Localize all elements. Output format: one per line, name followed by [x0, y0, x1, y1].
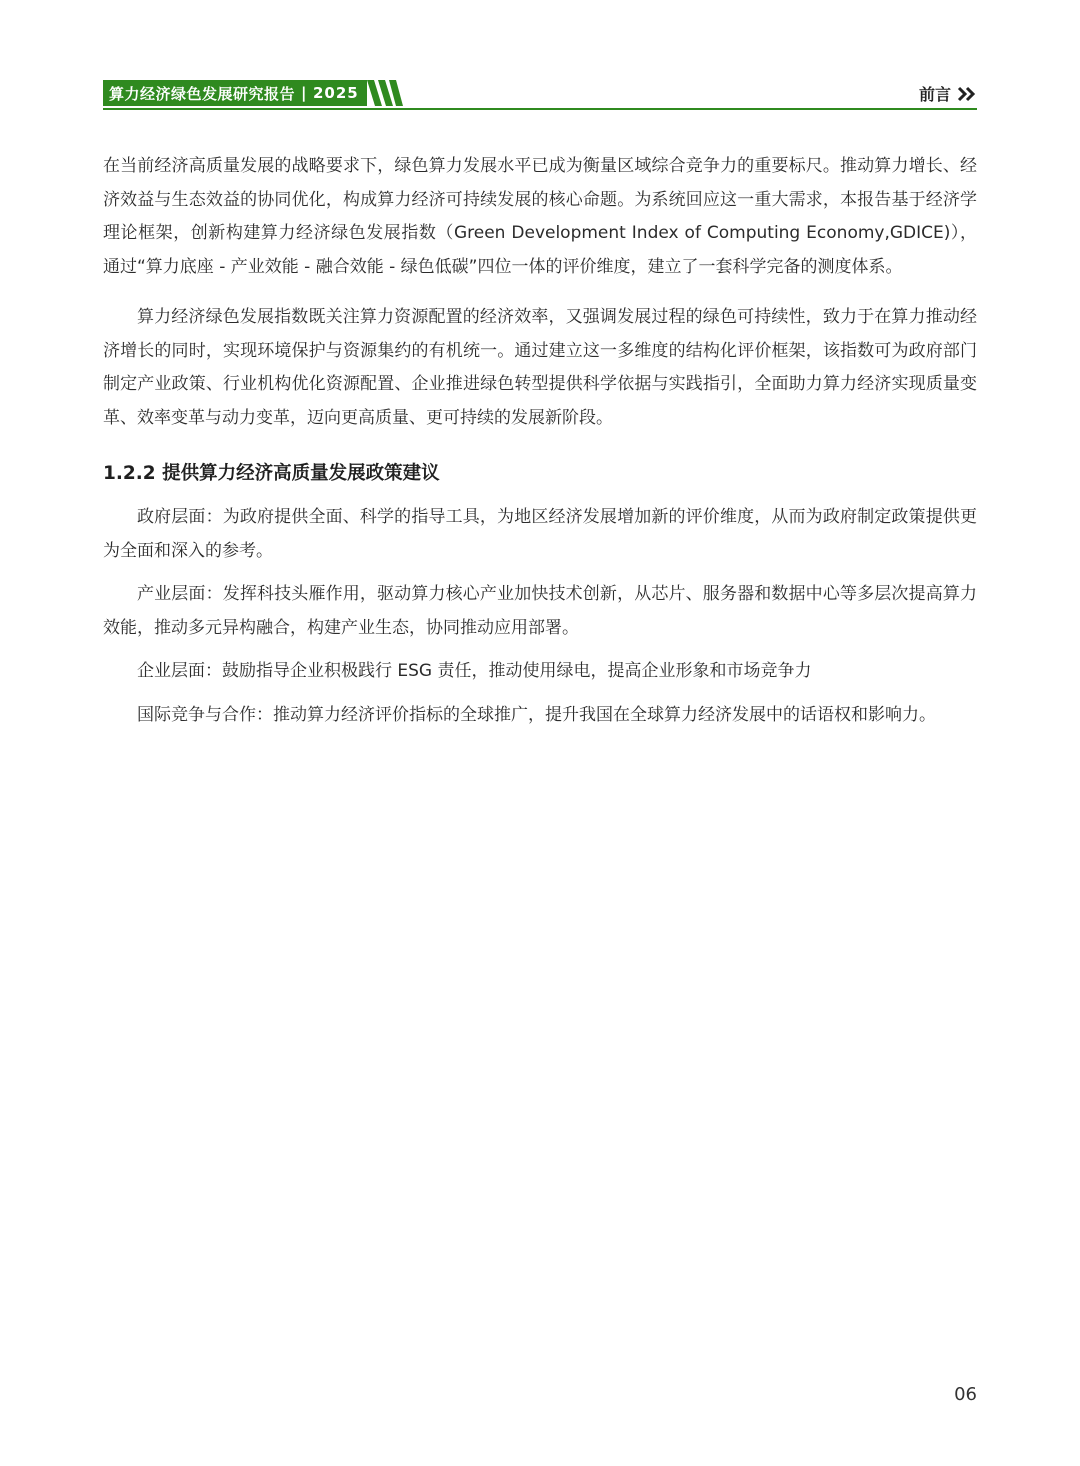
- section-label: 前言: [918, 85, 951, 104]
- section-indicator: [919, 82, 977, 105]
- header-separator: |: [301, 84, 307, 102]
- page-number: 06: [954, 1384, 977, 1405]
- policy-item-industry: 产业层面：发挥科技头雁作用，驱动算力核心产业加快技术创新，从芯片、服务器和数据中心等多层次提高算力效能，推动多元异构融合，构建产业生态，协同推动应用部署。: [103, 584, 977, 638]
- report-year: 2025: [313, 84, 359, 102]
- header-title-box: [103, 80, 367, 106]
- report-title: 算力经济绿色发展研究报告: [109, 84, 296, 103]
- intro-paragraph: 在当前经济高质量发展的战略要求下，绿色算力发展水平已成为衡量区域综合竞争力的重要标尺。推动算力增长、经济效益与生态效益的协同优化，构成算力经济可持续发展的核心命题。为系统回应这一重大需求，本报告基于经济学理论框架，创新构建算力经济绿色发展指数（Green Development Index of Computing Economy,GDICE)），通过“算力底座 - 产业效能 - 融合效能 - 绿色低碳”四位一体的评价维度，建立了一套科学完备的测度体系。: [103, 156, 977, 277]
- header-divider: [103, 108, 977, 110]
- double-chevron-right-icon: [957, 86, 977, 102]
- policy-item-international: 国际竞争与合作：推动算力经济评价指标的全球推广，提升我国在全球算力经济发展中的话语权和影响力。: [137, 704, 936, 725]
- intro-paragraph: 算力经济绿色发展指数既关注算力资源配置的经济效率，又强调发展过程的绿色可持续性，致力于在算力推动经济增长的同时，实现环境保护与资源集约的有机统一。通过建立这一多维度的结构化评价框架，该指数可为政府部门制定产业政策、行业机构优化资源配置、企业推进绿色转型提供科学依据与实践指引，全面助力算力经济实现质量变革、效率变革与动力变革，迈向更高质量、更可持续的发展新阶段。: [103, 307, 977, 428]
- policy-item-government: 政府层面：为政府提供全面、科学的指导工具，为地区经济发展增加新的评价维度，从而为政府制定政策提供更为全面和深入的参考。: [103, 507, 977, 561]
- section-heading: 1.2.2 提供算力经济高质量发展政策建议: [103, 463, 440, 484]
- header-title-bar: [103, 80, 403, 106]
- policy-item-enterprise: 企业层面：鼓励指导企业积极践行 ESG 责任，推动使用绿电，提高企业形象和市场竞争力: [137, 661, 812, 681]
- header-stripes-decoration: [367, 80, 403, 106]
- page-content: [103, 150, 977, 742]
- page-header: [103, 80, 977, 110]
